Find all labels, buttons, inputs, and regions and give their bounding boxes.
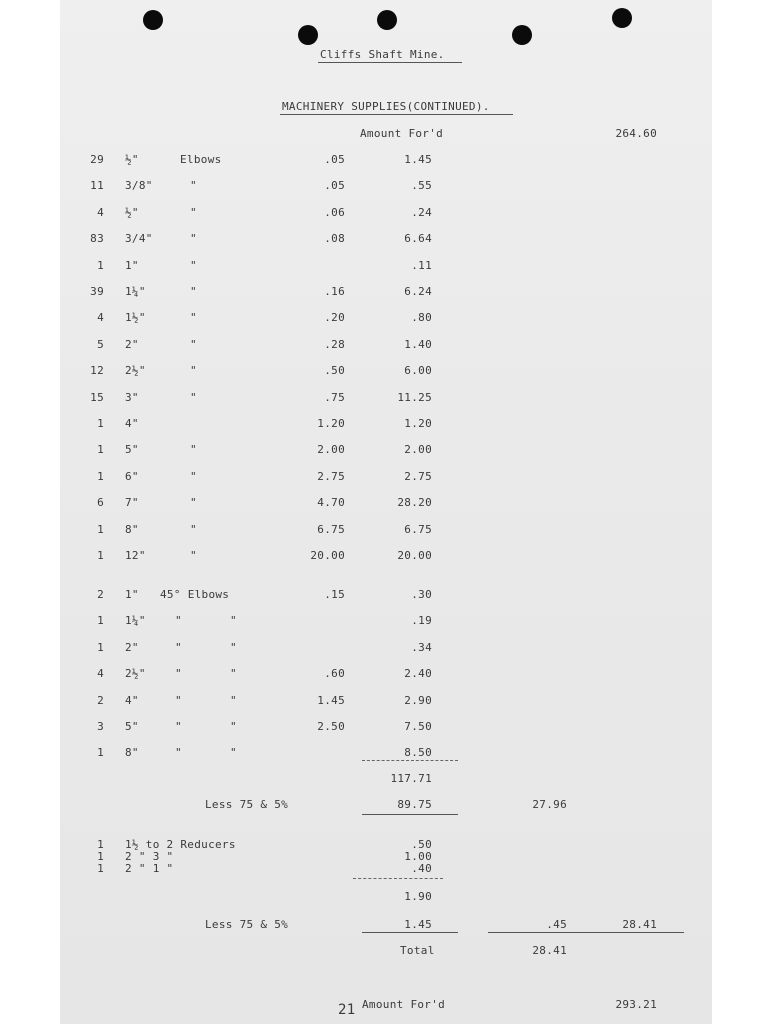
discount-underline xyxy=(362,814,458,815)
unit-price-cell: .05 xyxy=(324,179,345,193)
desc-cell: 45° Elbows xyxy=(160,588,230,601)
punch-hole xyxy=(512,25,532,45)
amount-cell: .30 xyxy=(411,588,432,601)
less-discount-label-2: Less 75 & 5% xyxy=(205,918,289,931)
qty-cell: 4 xyxy=(97,667,104,681)
footer-amount-value: 293.21 xyxy=(615,998,657,1011)
qty-cell: 1 xyxy=(97,838,104,851)
desc-cell: 2 " 3 " xyxy=(125,850,174,863)
table-row xyxy=(0,667,770,681)
table-row xyxy=(0,549,770,563)
table-row xyxy=(0,206,770,220)
desc-cell: " xyxy=(175,693,182,707)
unit-price-cell: 6.75 xyxy=(317,522,345,536)
desc-cell: " xyxy=(190,232,197,246)
amount-cell: .40 xyxy=(411,862,432,875)
amount-cell: 1.40 xyxy=(404,337,432,351)
qty-cell: 12 xyxy=(90,364,104,378)
amount-cell: 6.75 xyxy=(404,522,432,536)
desc-cell: " xyxy=(190,469,197,483)
total-rule-a xyxy=(362,932,458,933)
less-discount-label: Less 75 & 5% xyxy=(205,798,289,811)
size-cell: 3" xyxy=(125,390,139,404)
qty-cell: 1 xyxy=(97,746,104,760)
amount-forward-label: Amount For'd xyxy=(360,127,444,140)
qty-cell: 83 xyxy=(90,232,104,246)
reducers-rule xyxy=(353,878,443,879)
desc-cell: " xyxy=(175,640,182,654)
less-discount-value-2: 1.45 xyxy=(404,918,432,931)
desc-cell: " xyxy=(190,285,197,298)
desc2-cell: " xyxy=(230,667,237,681)
punch-hole xyxy=(612,8,632,28)
qty-cell: 11 xyxy=(90,179,104,193)
amount-cell: .11 xyxy=(411,258,432,272)
amount-cell: 6.24 xyxy=(404,285,432,298)
size-cell: 6" xyxy=(125,469,139,483)
size-cell: 2" xyxy=(125,640,139,654)
qty-cell: 1 xyxy=(97,443,104,457)
table-row xyxy=(0,338,770,352)
qty-cell: 1 xyxy=(97,469,104,483)
qty-cell: 2 xyxy=(97,693,104,707)
qty-cell: 1 xyxy=(97,850,104,863)
desc-cell: Elbows xyxy=(180,153,222,166)
size-cell: ½" xyxy=(125,153,139,166)
desc-cell: " xyxy=(175,614,182,628)
document-title: Cliffs Shaft Mine. xyxy=(320,48,445,61)
unit-price-cell: 1.45 xyxy=(317,693,345,707)
desc-cell: " xyxy=(190,364,197,378)
qty-cell: 3 xyxy=(97,720,104,733)
unit-price-cell: .08 xyxy=(324,232,345,246)
unit-price-cell: 1.20 xyxy=(317,417,345,430)
punch-hole xyxy=(377,10,397,30)
qty-cell: 1 xyxy=(97,614,104,628)
carry-amount: 28.41 xyxy=(622,918,657,931)
table-row xyxy=(0,232,770,246)
unit-price-cell: .20 xyxy=(324,311,345,325)
qty-cell: 4 xyxy=(97,311,104,325)
table-row xyxy=(0,179,770,193)
desc-cell: " xyxy=(190,522,197,536)
size-cell: 1½" xyxy=(125,311,146,325)
amount-cell: 1.20 xyxy=(404,417,432,430)
desc-cell: " xyxy=(175,667,182,681)
desc2-cell: " xyxy=(230,746,237,760)
desc-cell: " xyxy=(190,337,197,351)
table-row xyxy=(0,311,770,325)
total-rule-b xyxy=(488,932,684,933)
qty-cell: 29 xyxy=(90,153,104,166)
unit-price-cell: .15 xyxy=(324,588,345,601)
amount-cell: 20.00 xyxy=(397,549,432,562)
table-row xyxy=(0,496,770,510)
amount-cell: 1.45 xyxy=(404,153,432,166)
section-title: MACHINERY SUPPLIES(CONTINUED). xyxy=(282,100,490,113)
amount-cell: .50 xyxy=(411,838,432,851)
size-cell: 3/8" xyxy=(125,179,153,193)
qty-cell: 1 xyxy=(97,417,104,430)
amount-forward-value: 264.60 xyxy=(615,127,657,140)
table-row xyxy=(0,862,770,876)
unit-price-cell: .05 xyxy=(324,153,345,166)
unit-price-cell: 2.75 xyxy=(317,469,345,483)
table-row xyxy=(0,259,770,273)
size-cell: 12" xyxy=(125,549,146,562)
title-underline xyxy=(318,62,462,63)
size-cell: 4" xyxy=(125,693,139,707)
unit-price-cell: 20.00 xyxy=(310,549,345,562)
desc-cell: " xyxy=(190,549,197,562)
desc-cell: " xyxy=(190,443,197,457)
desc2-cell: " xyxy=(230,693,237,707)
size-cell: 1¼" xyxy=(125,285,146,298)
qty-cell: 4 xyxy=(97,205,104,219)
size-cell: ½" xyxy=(125,205,139,219)
net-amount-2: .45 xyxy=(546,918,567,931)
qty-cell: 1 xyxy=(97,640,104,654)
desc-cell: " xyxy=(190,496,197,510)
desc-cell: " xyxy=(190,205,197,219)
amount-cell: 11.25 xyxy=(397,390,432,404)
amount-cell: 6.64 xyxy=(404,232,432,246)
table-row xyxy=(0,391,770,405)
desc-cell: " xyxy=(190,179,197,193)
subtotal-amount: 117.71 xyxy=(390,772,432,785)
punch-hole xyxy=(143,10,163,30)
table-row xyxy=(0,588,770,602)
desc-cell: " xyxy=(190,390,197,404)
amount-cell: .80 xyxy=(411,311,432,325)
size-cell: 1" xyxy=(125,258,139,272)
table-row xyxy=(0,694,770,708)
footer-amount-label: Amount For'd xyxy=(362,998,446,1011)
table-row xyxy=(0,364,770,378)
unit-price-cell: 2.50 xyxy=(317,720,345,733)
unit-price-cell: .60 xyxy=(324,667,345,681)
table-row xyxy=(0,470,770,484)
amount-cell: 28.20 xyxy=(397,496,432,510)
total-label: Total xyxy=(400,944,435,957)
qty-cell: 6 xyxy=(97,496,104,510)
qty-cell: 15 xyxy=(90,390,104,404)
desc-cell: " xyxy=(175,720,182,733)
size-cell: 8" xyxy=(125,522,139,536)
size-cell: 5" xyxy=(125,720,139,733)
amount-cell: .24 xyxy=(411,205,432,219)
qty-cell: 1 xyxy=(97,522,104,536)
unit-price-cell: .50 xyxy=(324,364,345,378)
qty-cell: 2 xyxy=(97,588,104,601)
table-row xyxy=(0,443,770,457)
size-cell: 5" xyxy=(125,443,139,457)
amount-cell: .55 xyxy=(411,179,432,193)
table-row xyxy=(0,720,770,734)
qty-cell: 1 xyxy=(97,862,104,875)
desc-cell: " xyxy=(175,746,182,760)
desc2-cell: " xyxy=(230,640,237,654)
amount-cell: 1.00 xyxy=(404,850,432,863)
table-row xyxy=(0,285,770,299)
unit-price-cell: .16 xyxy=(324,285,345,298)
desc-cell: 1½ to 2 Reducers xyxy=(125,838,236,851)
desc-cell: " xyxy=(190,258,197,272)
total-value: 28.41 xyxy=(532,944,567,957)
table-row xyxy=(0,746,770,760)
amount-cell: .19 xyxy=(411,614,432,628)
qty-cell: 5 xyxy=(97,337,104,351)
table-row xyxy=(0,417,770,431)
unit-price-cell: 2.00 xyxy=(317,443,345,457)
size-cell: 3/4" xyxy=(125,232,153,246)
desc2-cell: " xyxy=(230,614,237,628)
table-row xyxy=(0,614,770,628)
desc2-cell: " xyxy=(230,720,237,733)
table-row xyxy=(0,153,770,167)
less-discount-value: 89.75 xyxy=(397,798,432,811)
amount-cell: .34 xyxy=(411,640,432,654)
section-underline xyxy=(280,114,513,115)
unit-price-cell: 4.70 xyxy=(317,496,345,510)
reducers-subtotal: 1.90 xyxy=(404,890,432,903)
subtotal-rule xyxy=(362,760,458,761)
net-amount: 27.96 xyxy=(532,798,567,811)
desc-cell: " xyxy=(190,311,197,325)
size-cell: 4" xyxy=(125,417,139,430)
page-number: 21 xyxy=(338,1002,356,1018)
size-cell: 8" xyxy=(125,746,139,760)
table-row xyxy=(0,523,770,537)
desc-cell: 2 " 1 " xyxy=(125,862,174,875)
size-cell: 7" xyxy=(125,496,139,510)
amount-cell: 7.50 xyxy=(404,720,432,733)
unit-price-cell: .28 xyxy=(324,337,345,351)
unit-price-cell: .75 xyxy=(324,390,345,404)
qty-cell: 1 xyxy=(97,549,104,562)
table-row xyxy=(0,641,770,655)
unit-price-cell: .06 xyxy=(324,205,345,219)
amount-cell: 2.00 xyxy=(404,443,432,457)
amount-cell: 6.00 xyxy=(404,364,432,378)
amount-cell: 2.90 xyxy=(404,693,432,707)
size-cell: 1¼" xyxy=(125,614,146,628)
size-cell: 2" xyxy=(125,337,139,351)
qty-cell: 1 xyxy=(97,258,104,272)
size-cell: 2½" xyxy=(125,667,146,681)
size-cell: 2½" xyxy=(125,364,146,378)
punch-hole xyxy=(298,25,318,45)
amount-cell: 8.50 xyxy=(404,746,432,760)
amount-cell: 2.40 xyxy=(404,667,432,681)
qty-cell: 39 xyxy=(90,285,104,298)
size-cell: 1" xyxy=(125,588,139,601)
amount-cell: 2.75 xyxy=(404,469,432,483)
